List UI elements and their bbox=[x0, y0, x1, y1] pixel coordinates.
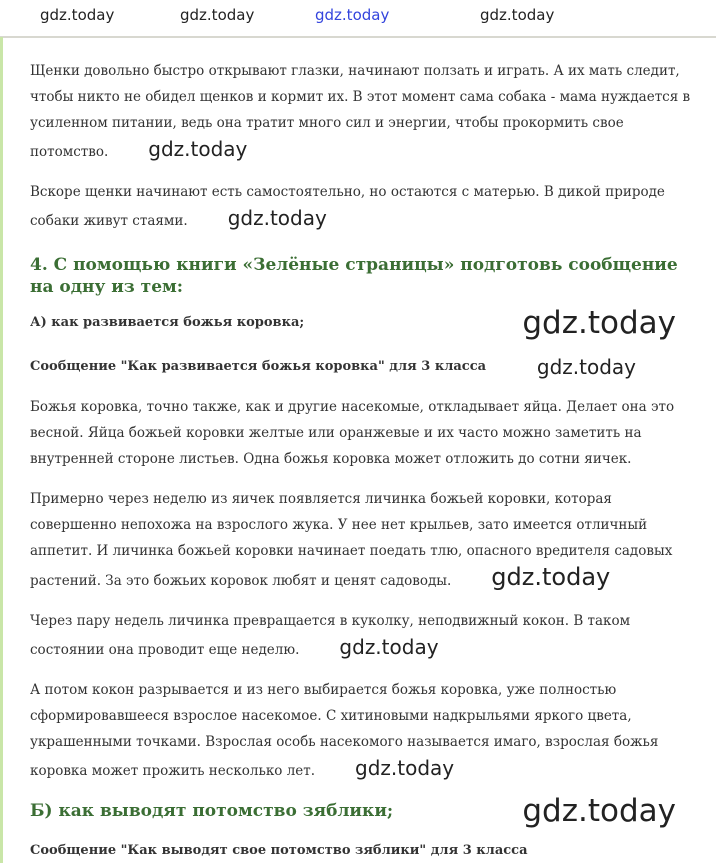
watermark: gdz.today bbox=[491, 563, 611, 591]
paragraph bbox=[30, 677, 696, 784]
watermark: gdz.today bbox=[180, 6, 255, 24]
paragraph-text: Через пару недель личинка превращается в куколку, неподвижный кокон. В таком состоянии она проводит еще неделю. bbox=[30, 613, 631, 658]
paragraph bbox=[30, 608, 696, 663]
topic-b-row bbox=[30, 793, 696, 829]
paragraph-text: Щенки довольно быстро открывают глазки, начинают ползать и играть. А их мать следит, чтобы никто не обидел щенков и кормит их. В этот момент сама собака - мама нуждается в усиленном питании, ведь она тратит много сил и энергии, чтобы прокормить свое потомство. bbox=[30, 63, 691, 160]
message-b-title: Сообщение "Как выводят свое потомство зяблики" для 3 класса bbox=[30, 843, 528, 858]
watermark: gdz.today bbox=[40, 6, 115, 24]
topic-b: Б) как выводят потомство зяблики; bbox=[30, 801, 394, 821]
watermark: gdz.today bbox=[522, 305, 676, 341]
watermark: gdz.today bbox=[148, 137, 248, 161]
watermark: gdz.today bbox=[355, 756, 455, 780]
topic-a: А) как развивается божья коровка; bbox=[30, 315, 305, 330]
watermark: gdz.today bbox=[522, 793, 676, 829]
watermark: gdz.today bbox=[480, 6, 555, 24]
paragraph-text: Вскоре щенки начинают есть самостоятельно, но остаются с матерью. В дикой природе собаки живут стаями. bbox=[30, 184, 665, 229]
watermark: gdz.today bbox=[315, 6, 390, 24]
message-a-title: Сообщение "Как развивается божья коровка" для 3 класса bbox=[30, 359, 487, 374]
left-border bbox=[0, 37, 3, 863]
paragraph bbox=[30, 58, 696, 165]
watermark: gdz.today bbox=[339, 635, 439, 659]
article-content bbox=[30, 38, 696, 862]
watermark: gdz.today bbox=[536, 355, 636, 379]
topic-a-row bbox=[30, 305, 696, 341]
paragraph-text: А потом кокон разрывается и из него выбирается божья коровка, уже полностью сформировавшееся взрослое насекомое. С хитиновыми надкрыльями яркого цвета, украшенными точками. Взрослая особь насекомого называется имаго, взрослая божья коровка может прожить несколько лет. bbox=[30, 682, 659, 779]
paragraph bbox=[30, 179, 696, 234]
watermark: gdz.today bbox=[227, 206, 327, 230]
task-heading: 4. С помощью книги «Зелёные страницы» подготовь сообщение на одну из тем: bbox=[30, 255, 678, 297]
message-a-row bbox=[30, 356, 696, 378]
paragraph: Божья коровка, точно также, как и другие насекомые, откладывает яйца. Делает она это весной. Яйца божьей коровки желтые или оранжевые и их часто можно заметить на внутренней стороне листьев. Одна божья коровка может отложить до сотни яичек. bbox=[30, 399, 675, 467]
paragraph-text: Примерно через неделю из яичек появляется личинка божьей коровки, которая совершенно непохожа на взрослого жука. У нее нет крыльев, зато имеется отличный аппетит. И личинка божьей коровки начинает поедать тлю, опасного вредителя садовых растений. За это божьих коровок любят и ценят садоводы. bbox=[30, 491, 673, 589]
paragraph bbox=[30, 486, 696, 594]
top-bar bbox=[0, 0, 716, 38]
